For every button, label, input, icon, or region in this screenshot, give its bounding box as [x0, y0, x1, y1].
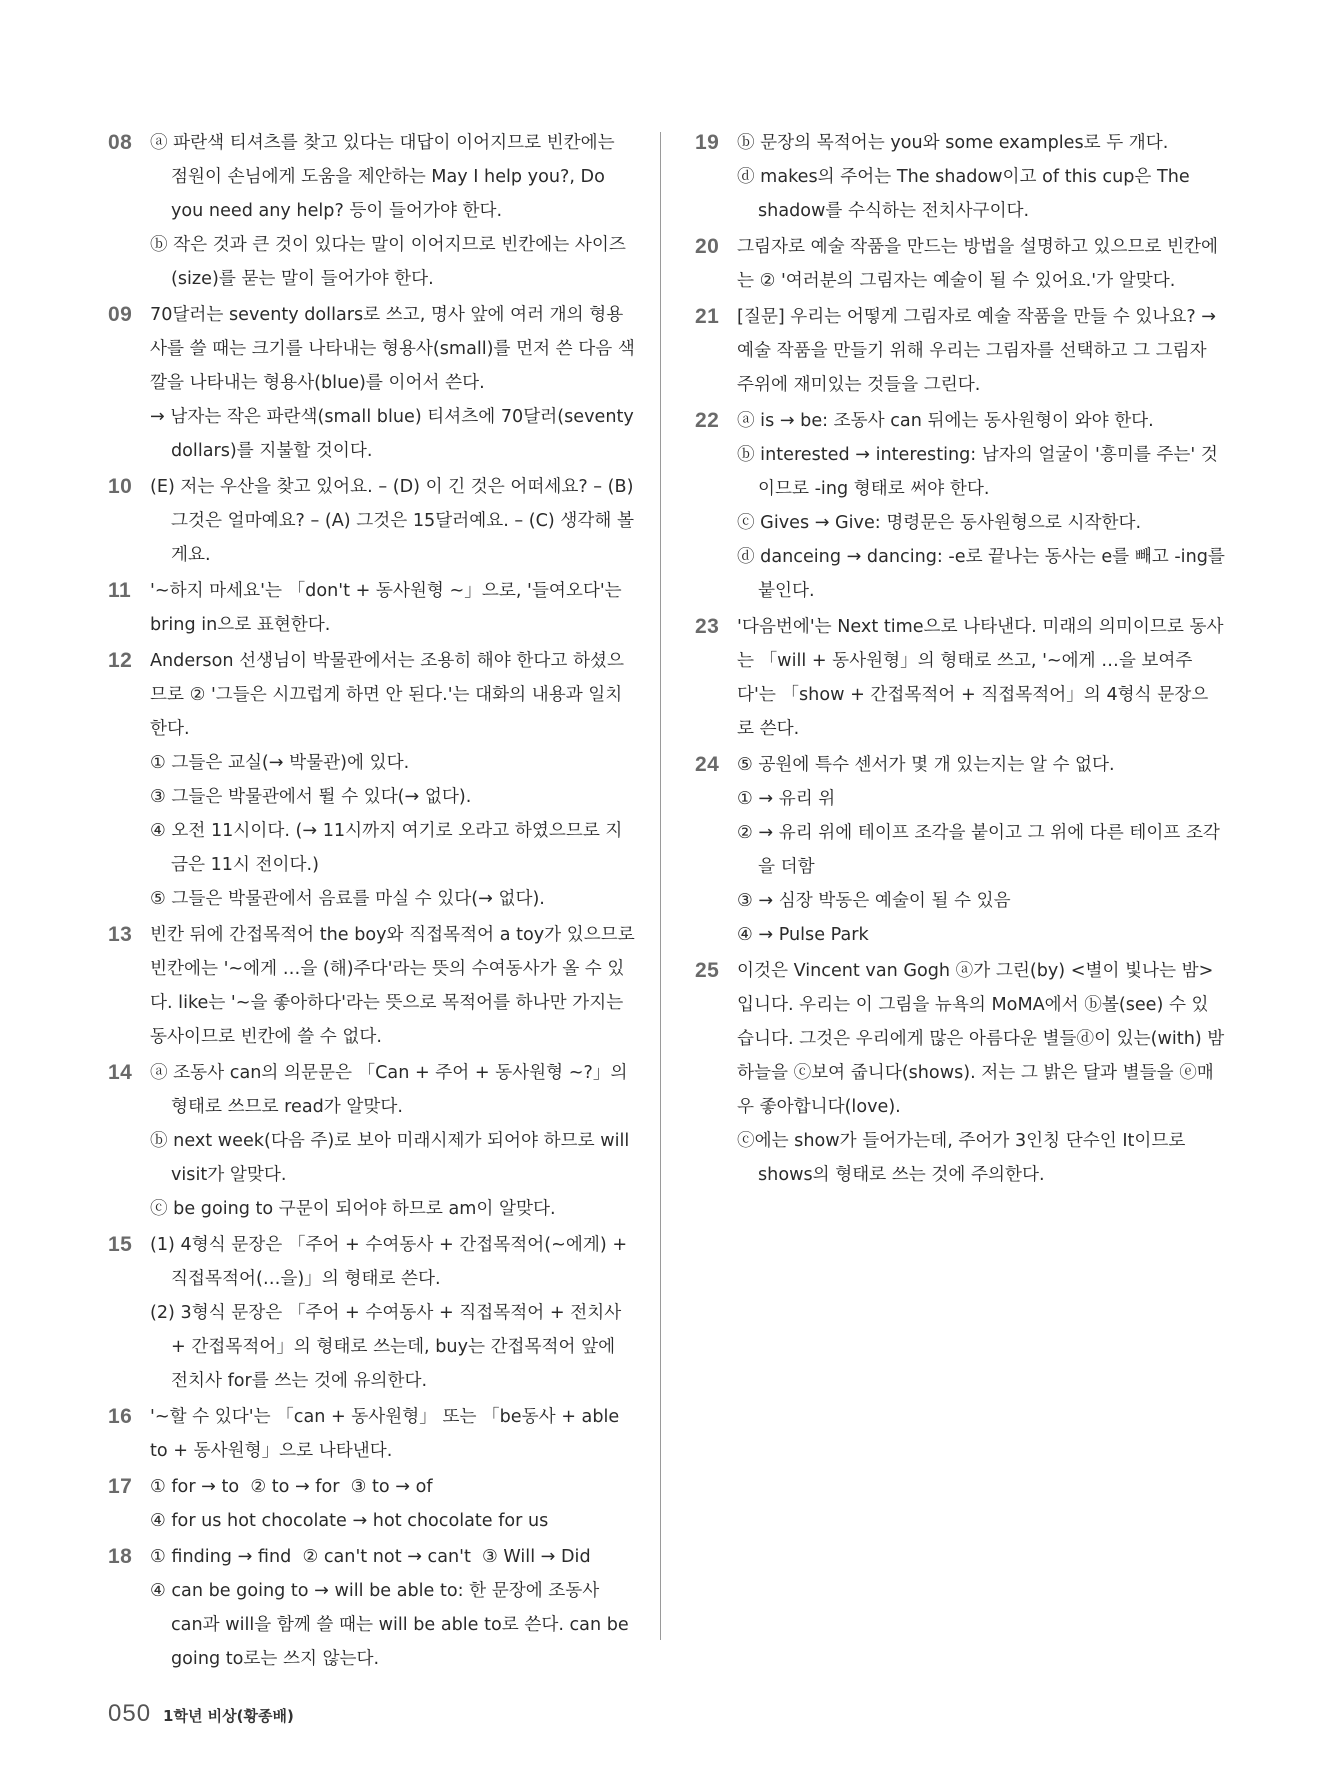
question-number: 22	[695, 409, 720, 432]
answer-line: ① for → to ② to → for ③ to → of	[150, 1477, 433, 1497]
answer-line: ③ → 심장 박동은 예술이 될 수 있음	[737, 891, 1011, 911]
page-number: 050	[108, 1700, 152, 1727]
answer-line: → 남자는 작은 파란색(small blue) 티셔츠에 70달러(seventy dollars)를 지불할 것이다.	[150, 407, 640, 461]
answer-item-24	[695, 748, 1225, 952]
question-number: 12	[108, 649, 133, 672]
answer-line: 이것은 Vincent van Gogh ⓐ가 그린(by) <별이 빛나는 밤>입니다. 우리는 이 그림을 뉴욕의 MoMA에서 ⓑ볼(see) 수 있습니다. 그것은 우리에게 많은 아름다운 별들ⓓ이 있는(with) 밤하늘을 ⓒ보여 줍니다(shows). 저는 그 밝은 달과 별들을 ⓔ매우 좋아합니다(love).	[737, 961, 1225, 1117]
answer-line: Anderson 선생님이 박물관에서는 조용히 해야 한다고 하셨으므로 ② '그들은 시끄럽게 하면 안 된다.'는 대화의 내용과 일치한다.	[150, 651, 624, 739]
column-divider	[660, 132, 661, 1640]
answer-line: ⓓ danceing → dancing: -e로 끝나는 동사는 e를 빼고 -ing를 붙인다.	[737, 547, 1231, 601]
answer-line: 그림자로 예술 작품을 만드는 방법을 설명하고 있으므로 빈칸에는 ② '여러분의 그림자는 예술이 될 수 있어요.'가 알맞다.	[737, 237, 1219, 291]
question-number: 11	[108, 579, 132, 602]
answer-line: ① → 유리 위	[737, 789, 836, 809]
answer-line: ⓐ 파란색 티셔츠를 찾고 있다는 대답이 이어지므로 빈칸에는 점원이 손님에게 도움을 제안하는 May I help you?, Do you need any help? 등이 들어가야 한다.	[150, 133, 621, 221]
answer-item-11	[108, 574, 635, 642]
answer-line: ⓑ next week(다음 주)로 보아 미래시제가 되어야 하므로 will visit가 알맞다.	[150, 1131, 635, 1185]
answer-item-16	[108, 1400, 635, 1468]
answer-line: ④ 오전 11시이다. (→ 11시까지 여기로 오라고 하였으므로 지금은 11시 전이다.)	[150, 821, 623, 875]
question-number: 21	[695, 305, 720, 328]
question-number: 16	[108, 1405, 133, 1428]
answer-line: 70달러는 seventy dollars로 쓰고, 명사 앞에 여러 개의 형용사를 쓸 때는 크기를 나타내는 형용사(small)를 먼저 쓴 다음 색깔을 나타내는 형용사(blue)를 이어서 쓴다.	[150, 305, 635, 393]
answer-line: '다음번에'는 Next time으로 나타낸다. 미래의 의미이므로 동사는 「will + 동사원형」의 형태로 쓰고, '~에게 …을 보여주다'는 「show + 간접목적어 + 직접목적어」의 4형식 문장으로 쓴다.	[737, 617, 1224, 739]
answer-line: ⓒ Gives → Give: 명령문은 동사원형으로 시작한다.	[737, 513, 1142, 533]
answer-item-19	[695, 126, 1225, 228]
answer-line: ① finding → find ② can't not → can't ③ Will → Did	[150, 1547, 591, 1567]
question-number: 20	[695, 235, 720, 258]
question-number: 09	[108, 303, 133, 326]
answer-item-25	[695, 954, 1225, 1192]
answer-line: (1) 4형식 문장은 「주어 + 수여동사 + 간접목적어(~에게) + 직접목적어(…을)」의 형태로 쓴다.	[150, 1235, 633, 1289]
answer-line: ④ can be going to → will be able to: 한 문장에 조동사 can과 will을 함께 쓸 때는 will be able to로 쓴다. can be going to로는 쓰지 않는다.	[150, 1581, 635, 1669]
answer-item-13	[108, 918, 641, 1054]
question-number: 17	[108, 1475, 133, 1498]
answer-line: ⓒ be going to 구문이 되어야 하므로 am이 알맞다.	[150, 1199, 556, 1219]
answer-item-21	[695, 300, 1225, 402]
answer-line: [질문] 우리는 어떻게 그림자로 예술 작품을 만들 수 있나요? → 예술 작품을 만들기 위해 우리는 그림자를 선택하고 그 그림자 주위에 재미있는 것들을 그린다.	[737, 307, 1222, 395]
page-footer	[108, 1700, 294, 1728]
question-number: 14	[108, 1061, 133, 1084]
answer-item-22	[695, 404, 1231, 608]
book-title: 1학년 비상(황종배)	[163, 1707, 294, 1725]
answer-line: 빈칸 뒤에 간접목적어 the boy와 직접목적어 a toy가 있으므로 빈칸에는 '~에게 …을 (해)주다'라는 뜻의 수여동사가 올 수 있다. like는 '~을 좋아하다'라는 뜻으로 목적어를 하나만 가지는 동사이므로 빈칸에 쓸 수 없다.	[150, 925, 641, 1047]
answer-item-14	[108, 1056, 635, 1226]
answer-item-23	[695, 610, 1225, 746]
answer-line: ② → 유리 위에 테이프 조각을 붙이고 그 위에 다른 테이프 조각을 더함	[737, 823, 1220, 877]
answer-line: ④ → Pulse Park	[737, 925, 869, 945]
question-number: 25	[695, 959, 720, 982]
answer-item-08	[108, 126, 635, 296]
question-number: 10	[108, 475, 133, 498]
answer-line: ③ 그들은 박물관에서 뛸 수 있다(→ 없다).	[150, 787, 472, 807]
answer-item-17	[108, 1470, 635, 1538]
answer-line: ⓒ에는 show가 들어가는데, 주어가 3인칭 단수인 It이므로 shows의 형태로 쓰는 것에 주의한다.	[737, 1131, 1192, 1185]
answer-line: '~할 수 있다'는 「can + 동사원형」 또는 「be동사 + able to + 동사원형」으로 나타낸다.	[150, 1407, 625, 1461]
answer-item-09	[108, 298, 640, 468]
answer-item-12	[108, 644, 635, 916]
answer-item-18	[108, 1540, 635, 1676]
answer-line: ⓐ 조동사 can의 의문문은 「Can + 주어 + 동사원형 ~?」의 형태로 쓰므로 read가 알맞다.	[150, 1063, 634, 1117]
answer-line: ⓑ 작은 것과 큰 것이 있다는 말이 이어지므로 빈칸에는 사이즈(size)를 묻는 말이 들어가야 한다.	[150, 235, 626, 289]
answer-line: ⓑ 문장의 목적어는 you와 some examples로 두 개다.	[737, 133, 1169, 153]
answer-line: ⑤ 공원에 특수 센서가 몇 개 있는지는 알 수 없다.	[737, 755, 1115, 775]
answer-item-15	[108, 1228, 635, 1398]
answer-line: '~하지 마세요'는 「don't + 동사원형 ~」으로, '들여오다'는 bring in으로 표현한다.	[150, 581, 628, 635]
answer-item-10	[108, 470, 640, 572]
answer-line: ① 그들은 교실(→ 박물관)에 있다.	[150, 753, 410, 773]
answer-line: ⓐ is → be: 조동사 can 뒤에는 동사원형이 와야 한다.	[737, 411, 1154, 431]
answer-item-20	[695, 230, 1225, 298]
answer-line: ⓓ makes의 주어는 The shadow이고 of this cup은 The shadow를 수식하는 전치사구이다.	[737, 167, 1196, 221]
question-number: 18	[108, 1545, 133, 1568]
question-number: 13	[108, 923, 133, 946]
answer-line: ④ for us hot chocolate → hot chocolate for us	[150, 1511, 549, 1531]
question-number: 15	[108, 1233, 133, 1256]
left-column	[108, 126, 641, 1678]
answer-line: (E) 저는 우산을 찾고 있어요. – (D) 이 긴 것은 어떠세요? – (B) 그것은 얼마예요? – (A) 그것은 15달러예요. – (C) 생각해 볼게요.	[150, 477, 640, 565]
right-column	[695, 126, 1231, 1194]
question-number: 08	[108, 131, 133, 154]
answer-line: ⑤ 그들은 박물관에서 음료를 마실 수 있다(→ 없다).	[150, 889, 545, 909]
question-number: 19	[695, 131, 720, 154]
question-number: 24	[695, 753, 720, 776]
answer-line: ⓑ interested → interesting: 남자의 얼굴이 '흥미를 주는' 것이므로 -ing 형태로 써야 한다.	[737, 445, 1218, 499]
question-number: 23	[695, 615, 720, 638]
answer-line: (2) 3형식 문장은 「주어 + 수여동사 + 직접목적어 + 전치사 + 간접목적어」의 형태로 쓰는데, buy는 간접목적어 앞에 전치사 for를 쓰는 것에 유의한다.	[150, 1303, 627, 1391]
